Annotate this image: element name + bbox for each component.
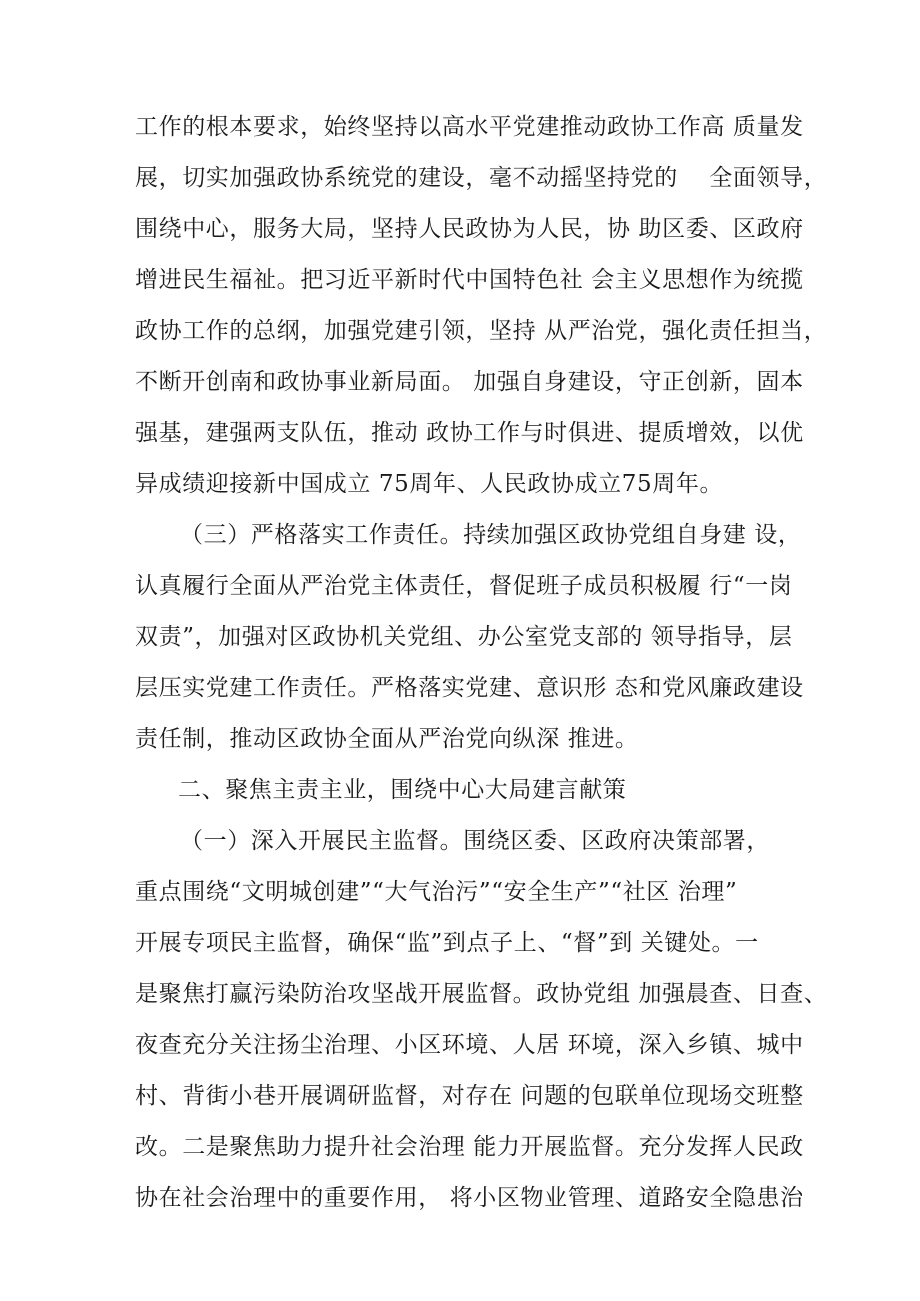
text-line: 政协工作的总纲，加强党建引领，坚持 从严治党，强化责任担当， — [135, 318, 828, 344]
section-heading-1: （一）深入开展民主监督。围绕区委、区政府决策部署， — [180, 828, 770, 854]
text-line: 强基，建强两支队伍，推动 政协工作与时俱进、提质增效，以优 — [135, 420, 804, 446]
text-line: 增进民生福祉。把习近平新时代中国特色社 会主义思想作为统揽 — [135, 267, 804, 293]
text-line: 双责”，加强对区政协机关党组、办公室党支部的 领导指导，层 — [135, 624, 793, 650]
chapter-heading-2: 二、聚焦主责主业，围绕中心大局建言献策 — [178, 777, 627, 803]
text-line: 层压实党建工作责任。严格落实党建、意识形 态和党风廉政建设 — [135, 675, 804, 701]
text-line: 工作的根本要求，始终坚持以高水平党建推动政协工作高 质量发 — [135, 114, 804, 140]
text-line: 异成绩迎接新中国成立 75周年、人民政协成立75周年。 — [135, 471, 724, 497]
text-line: 责任制，推动区政协全面从严治党向纵深 推进。 — [135, 726, 639, 752]
text-line: 是聚焦打赢污染防治攻坚战开展监督。政协党组 加强晨查、日查、 — [135, 981, 828, 1007]
text-line: 改。二是聚焦助力提升社会治理 能力开展监督。充分发挥人民政 — [135, 1134, 804, 1160]
text-line: 重点围绕“文明城创建”“大气治污”“安全生产”“社区 治理” — [135, 879, 738, 905]
text-line: 夜查充分关注扬尘治理、小区环境、人居 环境，深入乡镇、城中 — [135, 1032, 804, 1058]
text-line: 协在社会治理中的重要作用， 将小区物业管理、道路安全隐患治 — [135, 1185, 804, 1211]
text-line: 村、背街小巷开展调研监督，对存在 问题的包联单位现场交班整 — [135, 1083, 804, 1109]
text-line: 展，切实加强政协系统党的建设，毫不动摇坚持党的 全面领导， — [135, 165, 828, 191]
text-line: 不断开创南和政协事业新局面。 加强自身建设，守正创新，固本 — [135, 369, 804, 395]
text-line: 围绕中心，服务大局，坚持人民政协为人民，协 助区委、区政府 — [135, 216, 804, 242]
text-line: 开展专项民主监督，确保“监”到点子上、“督”到 关键处。一 — [135, 930, 759, 956]
section-heading-3: （三）严格落实工作责任。持续加强区政协党组自身建 设， — [180, 522, 802, 548]
text-line: 认真履行全面从严治党主体责任，督促班子成员积极履 行“一岗 — [135, 573, 793, 599]
